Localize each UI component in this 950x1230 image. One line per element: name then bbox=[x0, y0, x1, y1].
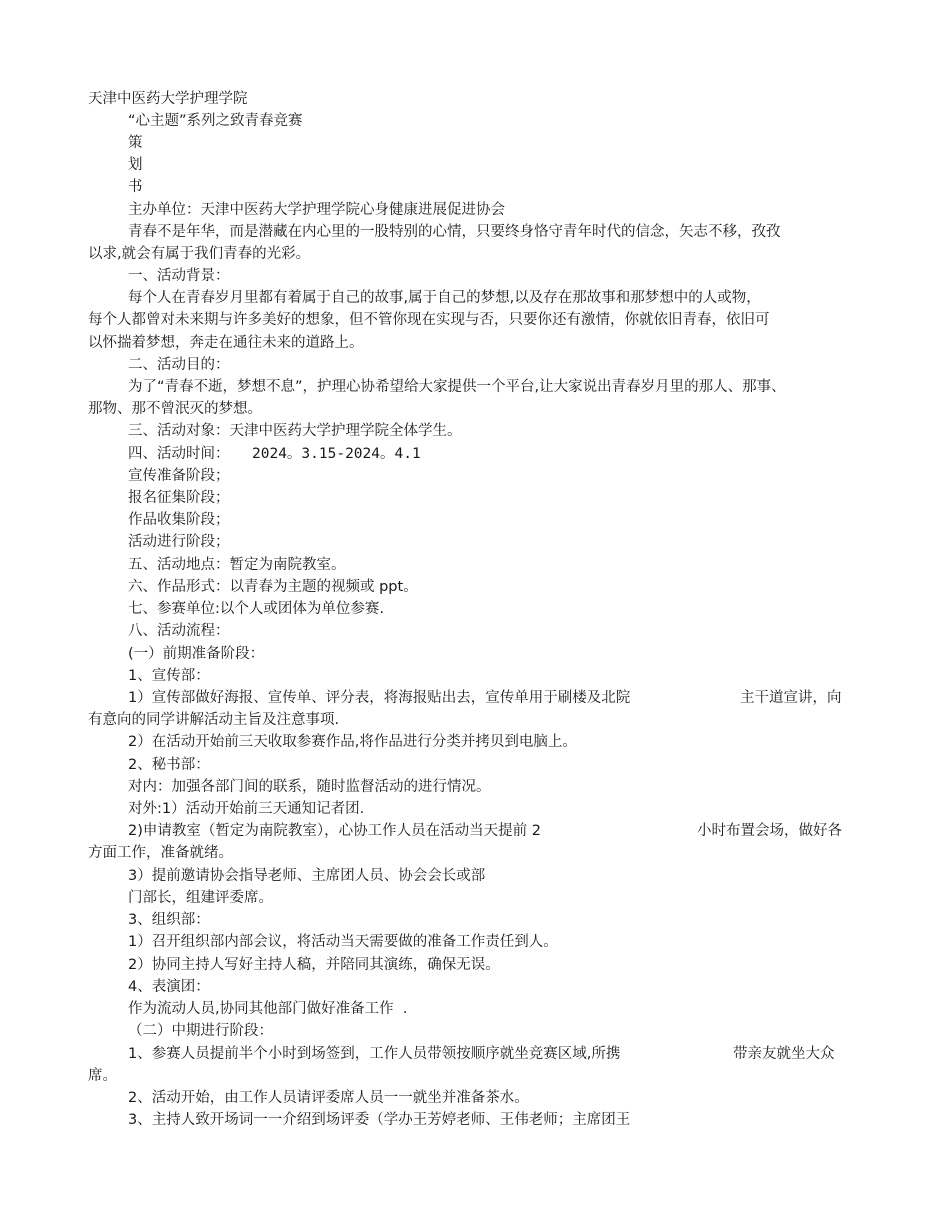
body-text: 2）在活动开始前三天收取参赛作品,将作品进行分类并拷贝到电脑上。 bbox=[128, 734, 577, 750]
event-title: “心主题”系列之致青春竞赛 bbox=[128, 113, 303, 129]
phase-item: 报名征集阶段； bbox=[128, 490, 230, 506]
body-text: 3）提前邀请协会指导老师、主席团人员、协会会长或部 bbox=[128, 868, 486, 884]
body-text: 有意向的同学讲解活动主旨及注意事项. bbox=[88, 712, 340, 728]
section-heading: 六、作品形式：以青春为主题的视频或 ppt。 bbox=[128, 579, 418, 595]
phase-item: 宣传准备阶段； bbox=[128, 468, 230, 484]
body-text: 2)申请教室（暂定为南院教室），心协工作人员在活动当天提前 2 bbox=[128, 823, 541, 839]
doc-type-char: 策 bbox=[128, 135, 143, 151]
section-heading: 三、活动对象：天津中医药大学护理学院全体学生。 bbox=[128, 423, 462, 439]
doc-type-char: 书 bbox=[128, 179, 143, 195]
body-text: 1）宣传部做好海报、宣传单、评分表，将海报贴出去，宣传单用于刷楼及北院 bbox=[128, 690, 631, 706]
doc-type-char: 划 bbox=[128, 157, 143, 173]
body-text: 那物、那不曾泯灭的梦想。 bbox=[88, 401, 262, 417]
body-text: 为了“青春不逝，梦想不息”，护理心协希望给大家提供一个平台,让大家说出青春岁月里的那人、那事、 bbox=[128, 379, 786, 395]
organizer-line: 主办单位：天津中医药大学护理学院心身健康进展促进协会 bbox=[128, 202, 505, 218]
body-text: 小时布置会场，做好各 bbox=[697, 823, 842, 839]
body-text: 带亲友就坐大众 bbox=[733, 1046, 835, 1062]
phase-item: 活动进行阶段； bbox=[128, 534, 230, 550]
body-text: 对内：加强各部门间的联系，随时监督活动的进行情况。 bbox=[128, 779, 491, 795]
section-heading: 四、活动时间： bbox=[128, 446, 230, 462]
department-heading: 4、表演团： bbox=[128, 979, 210, 995]
body-text: 每个人都曾对未来期与许多美好的想象，但不管你现在实现与否，只要你还有激情，你就依旧青春，依旧可 bbox=[88, 312, 770, 328]
intro-paragraph: 以求,就会有属于我们青春的光彩。 bbox=[88, 246, 311, 262]
section-heading: 一、活动背景： bbox=[128, 268, 230, 284]
intro-paragraph: 青春不是年华，而是潜藏在内心里的一股特别的心情，只要终身恪守青年时代的信念，矢志不移，孜孜 bbox=[128, 224, 781, 240]
body-text: 对外:1）活动开始前三天通知记者团. bbox=[128, 801, 365, 817]
section-heading: 五、活动地点：暂定为南院教室。 bbox=[128, 557, 346, 573]
department-heading: 1、宣传部： bbox=[128, 668, 210, 684]
body-text: 以怀揣着梦想，奔走在通往未来的道路上。 bbox=[88, 335, 364, 351]
body-text: 门部长，组建评委席。 bbox=[128, 890, 273, 906]
body-text: 主干道宣讲，向 bbox=[740, 690, 842, 706]
body-text: 每个人在青春岁月里都有着属于自己的故事,属于自己的梦想,以及存在那故事和那梦想中的人或物， bbox=[128, 290, 761, 306]
institution-title: 天津中医药大学护理学院 bbox=[88, 91, 248, 107]
body-text: 1、参赛人员提前半个小时到场签到，工作人员带领按顺序就坐竞赛区域,所携 bbox=[128, 1046, 621, 1062]
subsection-heading: (一）前期准备阶段： bbox=[128, 646, 265, 662]
section-heading: 八、活动流程： bbox=[128, 623, 230, 639]
department-heading: 2、秘书部： bbox=[128, 757, 210, 773]
department-heading: 3、组织部： bbox=[128, 912, 210, 928]
subsection-heading: （二）中期进行阶段： bbox=[128, 1023, 273, 1039]
body-text: 作为流动人员,协同其他部门做好准备工作 . bbox=[128, 1001, 408, 1017]
body-text: 1）召开组织部内部会议，将活动当天需要做的准备工作责任到人。 bbox=[128, 934, 558, 950]
body-text: 方面工作，准备就绪。 bbox=[88, 845, 233, 861]
body-text: 席。 bbox=[88, 1068, 117, 1084]
phase-item: 作品收集阶段； bbox=[128, 512, 230, 528]
body-text: 2、活动开始，由工作人员请评委席人员一一就坐并准备茶水。 bbox=[128, 1090, 529, 1106]
section-heading: 七、参赛单位:以个人或团体为单位参赛. bbox=[128, 601, 384, 617]
section-heading: 二、活动目的： bbox=[128, 357, 230, 373]
body-text: 3、主持人致开场词一一介绍到场评委（学办王芳婷老师、王伟老师；主席团王 bbox=[128, 1112, 631, 1128]
body-text: 2）协同主持人写好主持人稿，并陪同其演练，确保无误。 bbox=[128, 957, 500, 973]
activity-dates: 2024。3.15-2024。4.1 bbox=[252, 446, 421, 462]
